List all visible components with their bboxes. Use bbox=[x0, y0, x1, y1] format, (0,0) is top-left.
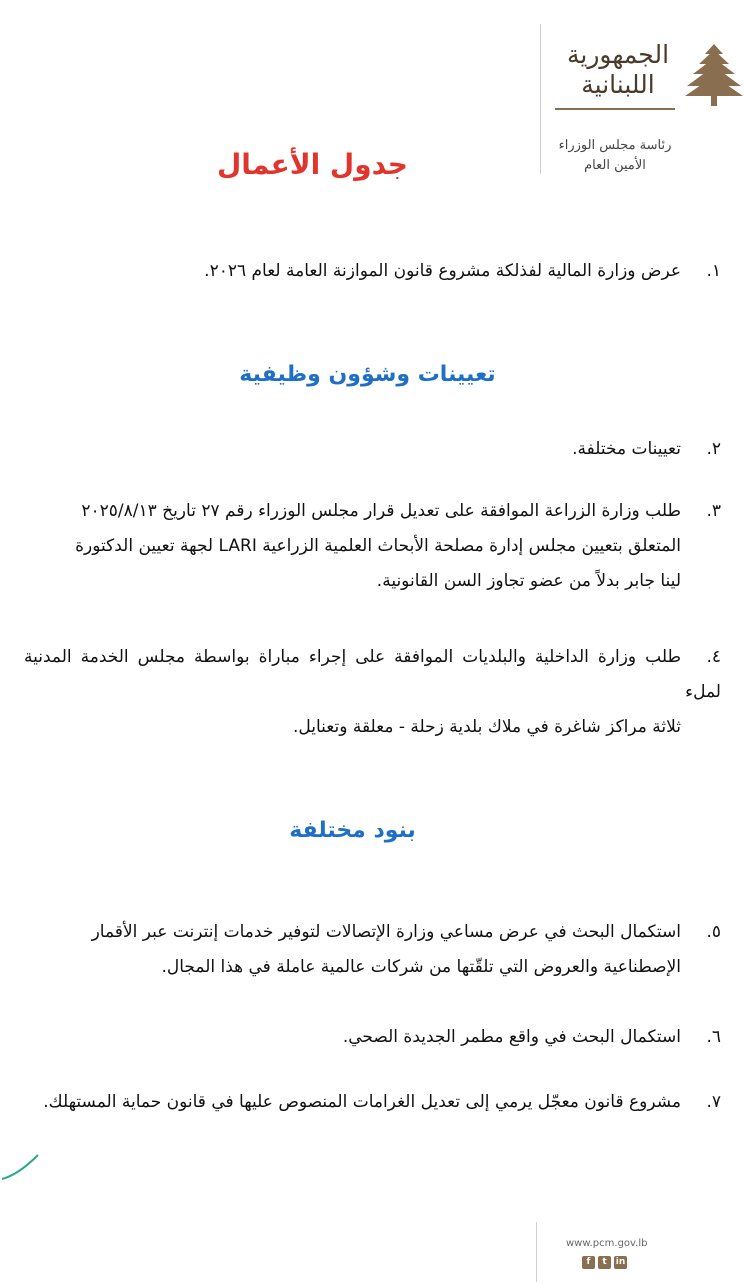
item-text: طلب وزارة الداخلية والبلديات الموافقة على إجراء مباراة بواسطة مجلس الخدمة المدنية لملء bbox=[24, 647, 721, 702]
section-title-appointments: تعيينات وشؤون وظيفية bbox=[239, 362, 496, 387]
item-text: استكمال البحث في واقع مطمر الجديدة الصحي. bbox=[342, 1027, 681, 1047]
agenda-item-5 bbox=[24, 915, 721, 985]
letterhead-rule bbox=[555, 108, 675, 110]
item-text: مشروع قانون معجّل يرمي إلى تعديل الغرامات المنصوص عليها في قانون حماية المستهلك. bbox=[43, 1092, 681, 1112]
letterhead-divider bbox=[540, 24, 541, 174]
agenda-item-2 bbox=[24, 432, 721, 467]
facebook-icon[interactable]: f bbox=[582, 1256, 595, 1269]
item-number: ٤. bbox=[706, 647, 721, 667]
item-text: استكمال البحث في عرض مساعي وزارة الإتصالات لتوفير خدمات إنترنت عبر الأقمار bbox=[91, 922, 681, 942]
item-text: عرض وزارة المالية لفذلكة مشروع قانون الموازنة العامة لعام ٢٠٢٦. bbox=[204, 261, 681, 281]
agenda-item-4 bbox=[24, 640, 721, 745]
twitter-icon[interactable]: t bbox=[598, 1256, 611, 1269]
agenda-item-6 bbox=[24, 1020, 721, 1055]
item-number: ٣. bbox=[706, 501, 721, 521]
agenda-title: جدول الأعمال bbox=[217, 148, 408, 181]
signature-stroke bbox=[0, 1145, 50, 1185]
presidency-block bbox=[545, 136, 685, 176]
presidency-line-1: رئاسة مجلس الوزراء bbox=[558, 138, 672, 153]
item-number: ١. bbox=[706, 261, 721, 281]
item-number: ٥. bbox=[706, 922, 721, 942]
item-number: ٢. bbox=[706, 439, 721, 459]
presidency-line-2: الأمين العام bbox=[584, 158, 646, 173]
item-text-line: لينا جابر بدلاً من عضو تجاوز السن القانونية. bbox=[376, 571, 681, 591]
cedar-icon bbox=[683, 40, 745, 110]
footer-divider bbox=[536, 1222, 537, 1282]
item-text-line: ثلاثة مراكز شاغرة في ملاك بلدية زحلة - معلقة وتعنايل. bbox=[292, 717, 681, 737]
section-title-misc: بنود مختلفة bbox=[289, 818, 416, 843]
social-icons bbox=[582, 1256, 627, 1269]
item-text-line: الإصطناعية والعروض التي تلقّتها من شركات عالمية عاملة في هذا المجال. bbox=[161, 957, 681, 977]
linkedin-icon[interactable]: in bbox=[615, 1257, 626, 1267]
website-link[interactable]: www.pcm.gov.lb bbox=[566, 1238, 648, 1249]
republic-line-1: الجمهورية bbox=[566, 40, 670, 69]
republic-logotype bbox=[553, 40, 683, 100]
item-text-line: المتعلق بتعيين مجلس إدارة مصلحة الأبحاث العلمية الزراعية LARI لجهة تعيين الدكتورة bbox=[75, 536, 681, 556]
item-text: طلب وزارة الزراعة الموافقة على تعديل قرار مجلس الوزراء رقم ٢٧ تاريخ ٢٠٢٥/٨/١٣ bbox=[81, 501, 681, 521]
item-number: ٦. bbox=[706, 1027, 721, 1047]
agenda-item-7 bbox=[24, 1085, 721, 1120]
republic-line-2: اللبنانية bbox=[581, 70, 655, 99]
item-number: ٧. bbox=[706, 1092, 721, 1112]
agenda-item-3 bbox=[24, 494, 721, 599]
item-text: تعيينات مختلفة. bbox=[572, 439, 681, 459]
agenda-item-1 bbox=[24, 254, 721, 289]
